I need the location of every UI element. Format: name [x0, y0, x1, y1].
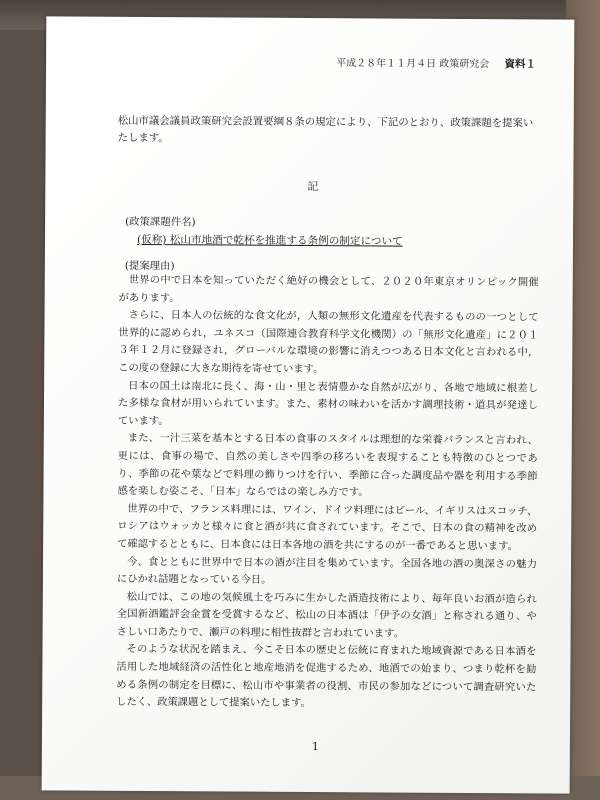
- ki-heading: 記: [307, 179, 319, 194]
- document-page: [42, 16, 575, 793]
- reason-paragraph: 松山では、この地の気候風土を巧みに生かした酒造技術により、毎年良いお酒が造られ全国新酒鑑評会金賞を受賞するなど、松山の日本酒は「伊予の女酒」と称される通り、やさしい口あたりで、瀬戸の料理に相性抜群と言われています。: [116, 590, 537, 640]
- reason-label: (提案理由): [124, 259, 175, 273]
- reason-paragraph: 世界の中で日本を知っていただく絶好の機会として、２０２０年東京オリンピック開催があります。: [118, 273, 539, 304]
- reason-paragraph: そのような状況を踏まえ、今こそ日本の歴史と伝統に育まれた地域資源である日本酒を活用した地域経済の活性化と地産地消を促進するため、地酒での始まり、つまり乾杯を勧める条例の制定を目標に、松山市や事業者の役割、市民の参加などについて調査研究いたしたく、政策課題として提案いたします。: [116, 643, 537, 710]
- header-doc-id: 資料１: [504, 58, 536, 71]
- subject-title: (仮称) 松山市地酒で乾杯を推進する条例の制定について: [136, 233, 403, 248]
- reason-paragraph: さらに、日本人の伝統的な食文化が，人類の無形文化遺産を代表するものの一つとして世界的に認められ，ユネスコ（国際連合教育科学文化機関）の「無形文化遺産」に２０１３年１２月に登録され，グローバルな環境の影響に消えつつある日本文化と言われる中，この度の登録に大きな期待を寄せています。: [118, 309, 539, 376]
- reason-paragraph: 日本の国土は南北に長く、海・山・里と表情豊かな自然が広がり、各地で地域に根差した多様な食材が用いられています。また、素材の味わいを活かす調理技術・道具が発達しています。: [117, 379, 539, 427]
- header-date-meeting: 平成２８年１１月４日 政策研究会: [336, 58, 490, 71]
- document-header: [336, 54, 556, 71]
- reason-paragraph: 世界の中で、フランス料理には、ワイン、ドイツ料理にはビール、イギリスはスコッチ、ロシアはウォッカと様々に食と酒が共に食されています。そこで、日本の食の精神を改めて確認するとともに、日本食には日本各地の酒を共にするのが一番であると思います。: [117, 502, 538, 553]
- reason-body: [116, 272, 539, 714]
- subject-label: (政策課題件名): [125, 215, 196, 229]
- page-number: 1: [311, 740, 319, 754]
- reason-paragraph: 今、食とともに世界中で日本の酒が注目を集めています。全国各地の酒の奥深さの魅力にひかれ話題となっている今日。: [116, 555, 538, 586]
- intro-text: 松山市議会議員政策研究会設置要綱８条の規定により、下記のとおり、政策課題を提案いたします。: [117, 114, 534, 145]
- reason-paragraph: また、一汁三菜を基本とする日本の食事のスタイルは理想的な栄養バランスと言われ、更には、食事の場で、自然の美しさや四季の移ろいを表現することも特徴のひとつであり、季節の花や葉などで料理の飾りつけを行い、季節に合った調度品や器を利用する季節感を楽しむ姿こそ、「日本」ならではの楽しみ方です。: [117, 432, 538, 499]
